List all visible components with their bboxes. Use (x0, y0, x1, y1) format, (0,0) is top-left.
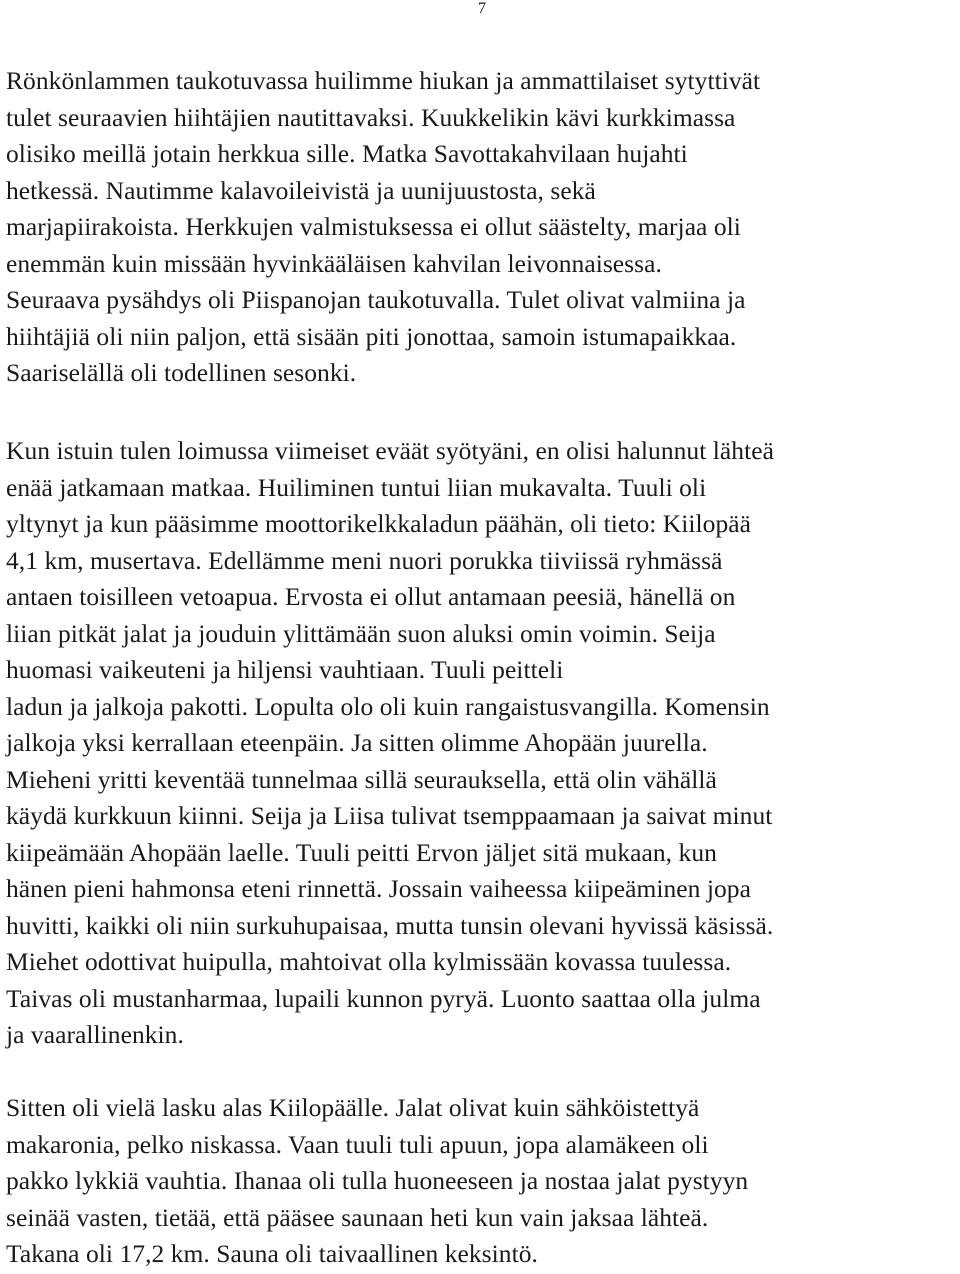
text-line: yltynyt ja kun pääsimme moottorikelkkaladun päähän, oli tieto: Kiilopää (6, 509, 752, 538)
text-line: Mieheni yritti keventää tunnelmaa sillä seurauksella, että olin vähällä (6, 764, 717, 794)
paragraph (6, 63, 760, 392)
text-line: 4,1 km, musertava. Edellämme meni nuori porukka tiiviissä ryhmässä (6, 545, 723, 575)
text-line: huomasi vaikeuteni ja hiljensi vauhtiaan. Tuuli peitteli (6, 655, 564, 684)
text-line: enemmän kuin missään hyvinkääläisen kahvilan leivonnaisessa. (6, 248, 662, 278)
text-line: ja vaarallinenkin. (6, 1020, 184, 1049)
text-line: pakko lykkiä vauhtia. Ihanaa oli tulla huoneeseen ja nostaa jalat pystyyn (6, 1166, 749, 1195)
text-line: liian pitkät jalat ja jouduin ylittämään suon aluksi omin voimin. Seija (6, 618, 716, 648)
text-line: antaen toisilleen vetoapua. Ervosta ei ollut antamaan peesiä, hänellä on (6, 582, 736, 611)
text-line: hetkessä. Nautimme kalavoileivistä ja uunijuustosta, sekä (6, 175, 596, 205)
text-line: hiihtäjiä oli niin paljon, että sisään piti jonottaa, samoin istumapaikkaa. (6, 321, 737, 351)
text-line: Miehet odottivat huipulla, mahtoivat olla kylmissään kovassa tuulessa. (6, 947, 732, 976)
text-line: seinää vasten, tietää, että pääsee saunaan heti kun vain jaksaa lähteä. (6, 1202, 709, 1232)
paragraph (6, 433, 774, 1054)
text-line: hänen pieni hahmonsa eteni rinnettä. Jossain vaiheessa kiipeäminen jopa (6, 874, 751, 903)
text-line: ladun ja jalkoja pakotti. Lopulta olo oli kuin rangaistusvangilla. Komensin (6, 691, 770, 721)
text-line: käydä kurkkuun kiinni. Seija ja Liisa tulivat tsemppaamaan ja saivat minut (6, 801, 773, 830)
text-line: makaronia, pelko niskassa. Vaan tuuli tuli apuun, jopa alamäkeen oli (6, 1129, 709, 1159)
text-line: Sitten oli vielä lasku alas Kiilopäälle. Jalat olivat kuin sähköistettyä (6, 1093, 700, 1122)
text-line: Takana oli 17,2 km. Sauna oli taivaallinen keksintö. (6, 1239, 538, 1268)
text-line: Kun istuin tulen loimussa viimeiset eväät syötyäni, en olisi halunnut lähteä (6, 436, 774, 465)
text-line: Seuraava pysähdys oli Piispanojan taukotuvalla. Tulet olivat valmiina ja (6, 285, 746, 314)
text-line: Rönkönlammen taukotuvassa huilimme hiukan ja ammattilaiset sytyttivät (6, 66, 761, 95)
text-line: jalkoja yksi kerrallaan eteenpäin. Ja sitten olimme Ahopään juurella. (6, 728, 708, 757)
text-line: Taivas oli mustanharmaa, lupaili kunnon pyryä. Luonto saattaa olla julma (6, 983, 761, 1013)
paragraph (6, 1090, 748, 1273)
text-line: olisiko meillä jotain herkkua sille. Matka Savottakahvilaan hujahti (6, 139, 688, 168)
page-number: 7 (478, 0, 486, 17)
text-line: marjapiirakoista. Herkkujen valmistuksessa ei ollut säästelty, marjaa oli (6, 212, 741, 241)
text-line: Saariselällä oli todellinen sesonki. (6, 358, 357, 387)
text-line: tulet seuraavien hiihtäjien nautittavaksi. Kuukkelikin kävi kurkkimassa (6, 102, 736, 132)
text-line: kiipeämään Ahopään laelle. Tuuli peitti Ervon jäljet sitä mukaan, kun (6, 837, 717, 867)
text-line: enää jatkamaan matkaa. Huiliminen tuntui liian mukavalta. Tuuli oli (6, 472, 707, 502)
text-line: huvitti, kaikki oli niin surkuhupaisaa, mutta tunsin olevani hyvissä käsissä. (6, 910, 774, 940)
